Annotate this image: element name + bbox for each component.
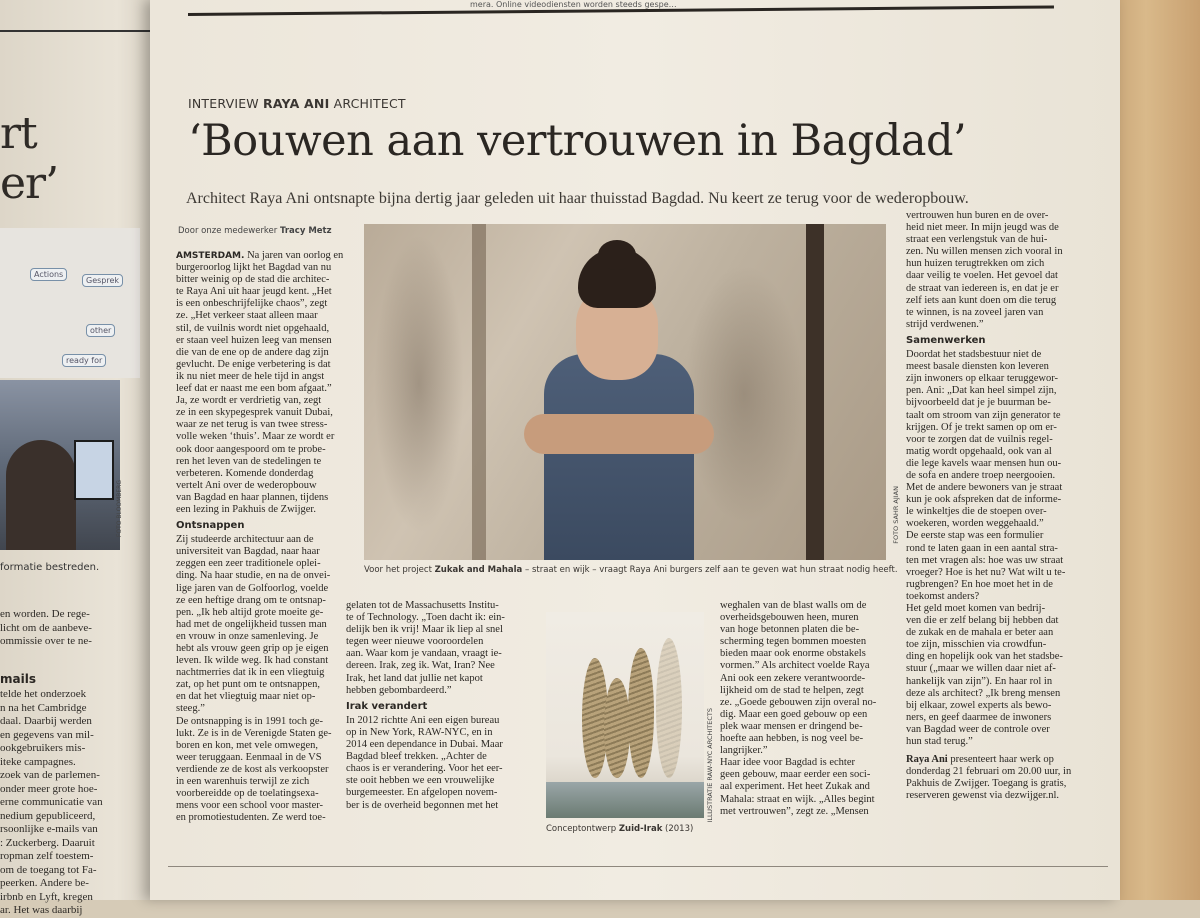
byline-prefix: Door onze medewerker	[178, 226, 280, 236]
left-text-line: ar. Het was daarbij	[0, 904, 83, 916]
byline-name: Tracy Metz	[279, 226, 332, 236]
text-line: aal experiment. Het heet Zukak and	[720, 781, 870, 793]
photo-shadow	[374, 234, 464, 534]
text-line: matig wordt opgehaald, ook van al	[906, 445, 1052, 457]
text-line: ze een heftige drang om te ontsnap-	[176, 594, 326, 606]
left-headline-fragment-1: rt	[0, 108, 37, 159]
left-text-line: erne communicatie van	[0, 796, 103, 808]
text-line: burgemeester. En afgelopen novem-	[346, 787, 498, 799]
col2-subheading: Irak verandert	[346, 700, 428, 712]
text-line: Ani ook een zekere verantwoorde-	[720, 672, 866, 684]
caption-prefix: Voor het project	[364, 565, 435, 575]
text-line: hebben gebombardeerd.”	[346, 684, 452, 696]
kicker-prefix: INTERVIEW	[188, 96, 264, 111]
left-text-line: ookgebruikers mis-	[0, 742, 86, 754]
left-text-line: om de toegang tot Fa-	[0, 863, 97, 876]
column-1	[176, 250, 358, 824]
text-line: in een warenhuis terwijl ze zich	[176, 776, 310, 788]
text-line: Mahala: straat en wijk. „Alles begint	[720, 793, 875, 805]
text-line: overheidsgebouwen heen, muren	[720, 612, 859, 624]
text-line: deze als architect? „Ik breng mensen	[906, 687, 1061, 699]
concept-caption-suffix: (2013)	[662, 824, 694, 834]
left-photo	[0, 380, 120, 550]
left-text-line: onder meer grote hoe-	[0, 782, 98, 795]
diagram-node: Gesprek	[82, 274, 123, 287]
text-line: ze. „Het verkeer staat alleen maar	[176, 310, 318, 322]
dateline: AMSTERDAM.	[176, 251, 245, 261]
text-line: De ontsnapping is in 1991 toch ge-	[176, 715, 323, 727]
text-line: die van de ene op de andere dag zijn	[176, 346, 329, 358]
col1-text-b	[176, 534, 358, 824]
text-line: leef dat er naast me een bom afgaat.”	[176, 383, 332, 395]
text-line: van hoge betonnen platen die be-	[720, 624, 860, 636]
photo-shadow	[684, 264, 804, 524]
photo-person-arms	[524, 414, 714, 454]
article-kicker	[188, 96, 406, 111]
text-line: de straat van iedereen is, en dat je er	[906, 282, 1059, 294]
concept-caption-prefix: Conceptontwerp	[546, 824, 619, 834]
kicker-name: RAYA ANI	[263, 96, 330, 111]
text-line: In 2012 richtte Ani een eigen bureau	[346, 714, 500, 726]
text-line: bieden maar ook enorme obstakels	[720, 648, 866, 660]
text-line: ners, en geef daarmee de inwoners	[906, 711, 1052, 723]
text-line: volle weken ‘thuis’. Maar ze wordt er	[176, 431, 335, 443]
text-line: op in New York, RAW-NYC, en in	[346, 726, 493, 738]
left-text-line: n na het Cambridge	[0, 701, 87, 714]
text-line: le winkeltjes die de stoepen over-	[906, 506, 1047, 518]
text-line: ik nu niet meer de hele tijd in angst	[176, 370, 325, 382]
text-line: steeg.”	[176, 703, 205, 715]
text-line: delijk ben ik vrij! Maar ik liep al snel	[346, 624, 503, 636]
text-line: van Bagdad weer de controle over	[906, 723, 1050, 735]
text-line: vertrouwen hun buren en de over-	[906, 210, 1049, 221]
text-line: de zukak en de mahala er beter aan	[906, 627, 1054, 639]
text-line: plek waar mensen er dringend be-	[720, 720, 863, 732]
left-headline-fragment-2: er’	[0, 158, 59, 209]
text-line: langrijker.”	[720, 745, 768, 757]
text-line: kun je ook afspreken dat de informe-	[906, 494, 1062, 506]
text-line: De eerste stap was een formulier	[906, 530, 1044, 542]
text-line: van Bagdad en haar plannen, tijdens	[176, 491, 329, 503]
text-line: ze in een skypegesprek vanuit Dubai,	[176, 407, 333, 419]
col4-text-b	[906, 349, 1106, 748]
concept-caption	[546, 824, 693, 834]
text-line: weer teruggaan. Eenmaal in de VS	[176, 751, 322, 763]
text-line: chaos is er verandering. Voor het eer-	[346, 763, 503, 775]
text-line: de sofa en andere troep neergooien.	[906, 469, 1056, 481]
photo-tree	[806, 224, 824, 560]
tower-leaf	[656, 638, 682, 778]
col4-footer	[906, 766, 1106, 802]
left-text-line: : Zuckerberg. Daaruit	[0, 836, 95, 849]
text-line: Haar idee voor Bagdad is echter	[720, 757, 855, 769]
article-standfirst: Architect Raya Ani ontsnapte bijna dertig jaar geleden uit haar thuisstad Bagdad. Nu keert ze terug voor de wederopbouw.	[186, 190, 969, 207]
text-line: had met de ongelijkheid tussen man	[176, 618, 327, 630]
text-line: vormen.” Als architect voelde Raya	[720, 660, 870, 672]
text-line: daar veilig te voelen. Het gevoel dat	[906, 270, 1058, 282]
left-photo-screen	[74, 440, 114, 500]
text-line: gevlucht. De enige verbetering is dat	[176, 358, 331, 370]
text-line: bijvoorbeeld dat je je buurman be-	[906, 397, 1051, 409]
left-text-line: telde het onderzoek	[0, 688, 87, 700]
top-strip-text: mera. Online videodiensten worden steeds gespe…	[470, 0, 677, 9]
text-line: stil, de vuilnis wordt niet opgehaald,	[176, 322, 330, 334]
column-2	[346, 600, 536, 812]
text-line: Bagdad bleef trekken. „Achter de	[346, 751, 487, 763]
text-line: pen. „Ik heb altijd grote moeite ge-	[176, 606, 324, 618]
left-photo-credit: FOTO BLOOMBERG	[116, 480, 123, 538]
text-line: en vrouw in onze samenleving. Je	[176, 630, 319, 642]
newspaper-page	[150, 0, 1120, 900]
left-text-line: licht om de aanbeve-	[0, 621, 92, 634]
text-line: Zij studeerde architectuur aan de	[176, 534, 314, 546]
photo-tree	[472, 224, 486, 560]
text-line: woekeren, worden weggehaald.”	[906, 518, 1044, 530]
bottom-rule	[168, 866, 1108, 867]
col4-subheading: Samenwerken	[906, 334, 986, 346]
illustration-ground	[546, 782, 704, 818]
caption-project: Zukak and Mahala	[434, 565, 523, 575]
text-line: hankelijk van zijn”). En haar rol in	[906, 675, 1053, 687]
col1-first-line	[176, 250, 358, 262]
main-photo-caption	[364, 565, 898, 575]
text-line: stuur („maar we willen daar niet af-	[906, 663, 1056, 675]
text-line: reserveren gewenst via dezwijger.nl.	[906, 790, 1060, 802]
text-line: hebt als vrouw geen grip op je eigen	[176, 643, 329, 654]
text-line: dig. Maar een goed gebouw op een	[720, 708, 868, 720]
text-line: voorbereidde op de toelatingsexa-	[176, 788, 319, 800]
col1-subheading: Ontsnappen	[176, 520, 245, 532]
left-text-line: rsoonlijke e-mails van	[0, 823, 98, 835]
article-headline: ‘Bouwen aan vertrouwen in Bagdad’	[188, 116, 967, 166]
text-line: bij elkaar, zowel experts als bewo-	[906, 699, 1052, 711]
text-line: waar ze net terug is van twee stress-	[176, 419, 328, 431]
left-text-line: ropman zelf toestem-	[0, 850, 94, 862]
text-line: universiteit van Bagdad, naar haar	[176, 546, 320, 558]
text-line: lijkheid om de stad te helpen, zegt	[720, 684, 864, 696]
text-line: mens voor een school voor master-	[176, 800, 324, 812]
text-line: zelf iets aan kunt doen om die terug	[906, 294, 1057, 306]
text-line: en dat het vliegtuig maar niet op-	[176, 691, 316, 703]
text-line: zen. Nu willen mensen zich vooral in	[906, 246, 1063, 258]
footer-name: Raya Ani	[906, 754, 948, 766]
photo-person-hair-bun	[598, 240, 636, 270]
main-photo-raya-ani	[364, 224, 886, 560]
text-line: zeggen een zeer traditionele oplei-	[176, 558, 321, 570]
text-line: die lege kavels waar mensen hun ou-	[906, 457, 1062, 469]
text-line: een lezing in Pakhuis de Zwijger.	[176, 503, 316, 515]
text-line: leven. Ik wilde weg. Ik had constant	[176, 655, 329, 667]
text-line: ze. „Goede gebouwen zijn overal no-	[720, 696, 877, 708]
text-line: Ja, ze wordt er verdrietig van, zegt	[176, 395, 322, 407]
left-text-line: zoek van de parlemen-	[0, 769, 100, 781]
tower-leaf	[628, 648, 654, 778]
text-line: rugbrengen? En hoe moet het in de	[906, 578, 1053, 590]
text-line: is een onbeschrijfelijke chaos”, zegt	[176, 298, 328, 310]
text-line: te of Technology. „Toen dacht ik: ein-	[346, 612, 505, 624]
text-line: hun stad terug.”	[906, 736, 973, 748]
text-line: Doordat het stadsbestuur niet de	[906, 349, 1042, 361]
diagram-node: ready for	[62, 354, 106, 367]
col2-text-b	[346, 715, 536, 812]
concept-illustration	[546, 612, 704, 818]
text-line: strijd verdwenen.”	[906, 318, 984, 330]
left-text-line: en worden. De rege-	[0, 608, 90, 620]
text-line: Pakhuis de Zwijger. Toegang is gratis,	[906, 778, 1067, 790]
kicker-suffix: ARCHITECT	[329, 96, 406, 111]
text-line: aan. Waar kom je vandaan, vraagt ie-	[346, 648, 502, 660]
text-line: Het geld moet komen van bedrij-	[906, 603, 1046, 614]
col1-text-a	[176, 262, 358, 516]
footer-first-line: presenteert haar werk op	[947, 754, 1054, 766]
text-line: te Raya Ani uit haar jeugd kent. „Het	[176, 286, 332, 298]
text-line: er staan veel huizen leeg van mensen	[176, 334, 332, 346]
left-text-line: peerken. Andere be-	[0, 877, 89, 889]
text-line: toekomst anders?	[906, 590, 980, 602]
text-line: verdiende ze de kost als verkoopster	[176, 763, 329, 775]
text-line: burgeroorlog lijkt het Bagdad van nu	[176, 262, 332, 274]
text-line: ste ooit hebben we een vrouwelijke	[346, 775, 495, 787]
text-line: Met de andere bewoners van je straat	[906, 482, 1063, 494]
text-line: heid niet meer. In mijn jeugd was de	[906, 222, 1059, 234]
text-line: taalt om stroom van zijn generator te	[906, 409, 1061, 421]
left-text-line: en gegevens van mil-	[0, 728, 94, 741]
left-page-rule	[0, 30, 150, 32]
main-photo-credit: FOTO SAHR AJIAN	[892, 486, 900, 544]
text-line: boren en kon, met vele omwegen,	[176, 739, 318, 751]
text-line: zijn inwoners op elkaar teruggewor-	[906, 373, 1058, 385]
text-line: hun huizen terugtrekken om zich	[906, 258, 1045, 270]
text-line: voor te zorgen dat de vuilnis regel-	[906, 433, 1053, 445]
text-line: ven die er zelf belang bij hebben dat	[906, 615, 1059, 627]
caption-suffix: – straat en wijk – vraagt Raya Ani burgers zelf aan te geven wat hun straat nodig heeft.	[522, 565, 898, 575]
text-line: ren het leven van de stedelingen te	[176, 455, 322, 467]
col4-footer-first	[906, 754, 1106, 766]
text-line: krijgen. Of je trekt samen op om er-	[906, 421, 1057, 433]
text-line: weghalen van de blast walls om de	[720, 600, 867, 611]
text-line: vroeger? Hoe is het nu? Wat wilt u te-	[906, 566, 1066, 578]
concept-caption-name: Zuid-Irak	[618, 824, 663, 834]
text-line: nachtmerries dat ik in een vliegtuig	[176, 667, 325, 679]
left-photo-caption: formatie bestreden.	[0, 562, 100, 573]
text-line: lige jaren van de Golfoorlog, voelde	[176, 582, 329, 594]
text-line: 2014 een dependance in Dubai. Maar	[346, 739, 503, 751]
text-line: donderdag 21 februari om 20.00 uur, in	[906, 766, 1072, 778]
left-text-line: irbnb en Lyft, kregen	[0, 890, 93, 903]
text-line: toe zijn, misschien via crowdfun-	[906, 639, 1047, 651]
text-line: te winnen, is na zoveel jaren van	[906, 306, 1044, 318]
text-line: Irak, het land dat jullie net kapot	[346, 672, 483, 684]
text-line: ding. Na haar studie, en na de onvei-	[176, 570, 331, 582]
text-line: rond te laten gaan in een aantal stra-	[906, 542, 1058, 554]
left-subheading: mails	[0, 672, 36, 686]
col1-first-line-text: Na jaren van oorlog en	[244, 250, 344, 261]
text-line: ook door aangespoord om te probe-	[176, 443, 326, 455]
column-4	[906, 210, 1106, 803]
left-text-line: nedium gepubliceerd,	[0, 809, 96, 822]
text-line: ding en hopelijk ook van het stadsbe-	[906, 651, 1063, 663]
col4-text-a	[906, 210, 1106, 331]
photo-person-body	[544, 354, 694, 560]
text-line: dereen. Irak, zeg ik. Wat, Iran? Nee	[346, 660, 495, 672]
text-line: hoefte aan hebben, is nog veel be-	[720, 733, 864, 745]
text-line: bitter weinig op de stad die architec-	[176, 274, 330, 286]
left-page	[0, 0, 168, 916]
left-text-line: daal. Daarbij werden	[0, 715, 92, 727]
article-byline	[178, 226, 332, 236]
text-line: lukt. Ze is in de Verenigde Staten ge-	[176, 727, 332, 739]
col3-text	[720, 600, 906, 818]
text-line: vertelt Ani over de wederopbouw	[176, 479, 317, 491]
text-line: en promotiestudenten. Ze werd toe-	[176, 812, 326, 824]
text-line: straat een verlengstuk van de hui-	[906, 234, 1048, 246]
tower-leaf	[604, 678, 630, 778]
text-line: meest basale diensten kon leveren	[906, 361, 1049, 373]
text-line: gelaten tot de Massachusetts Institu-	[346, 600, 499, 611]
text-line: met vertrouwen”, zegt ze. „Mensen	[720, 805, 869, 817]
left-text-line: ommissie over te ne-	[0, 635, 92, 647]
text-line: geen gebouw, maar eerder een soci-	[720, 769, 871, 781]
left-diagram	[0, 228, 140, 378]
text-line: ber is de overheid begonnen met het	[346, 799, 499, 811]
left-text-line: iteke campagnes.	[0, 755, 76, 768]
wooden-table	[1110, 0, 1200, 900]
diagram-node: Actions	[30, 268, 67, 281]
text-line: ten met vragen als: hoe was uw straat	[906, 554, 1064, 566]
concept-credit: ILLUSTRATIE RAW-NYC ARCHITECTS	[706, 708, 714, 823]
text-line: pen. Ani: „Dat kan heel simpel zijn,	[906, 385, 1057, 397]
text-line: tegen weer nieuwe vooroordelen	[346, 636, 484, 648]
left-photo-person	[6, 440, 76, 550]
text-line: verbeteren. Komende donderdag	[176, 467, 314, 479]
diagram-node: other	[86, 324, 115, 337]
column-3	[720, 600, 906, 818]
col2-text-a	[346, 600, 536, 697]
text-line: scherming tegen bommen moesten	[720, 636, 867, 648]
text-line: zat, op het punt om te ontsnappen,	[176, 679, 321, 691]
